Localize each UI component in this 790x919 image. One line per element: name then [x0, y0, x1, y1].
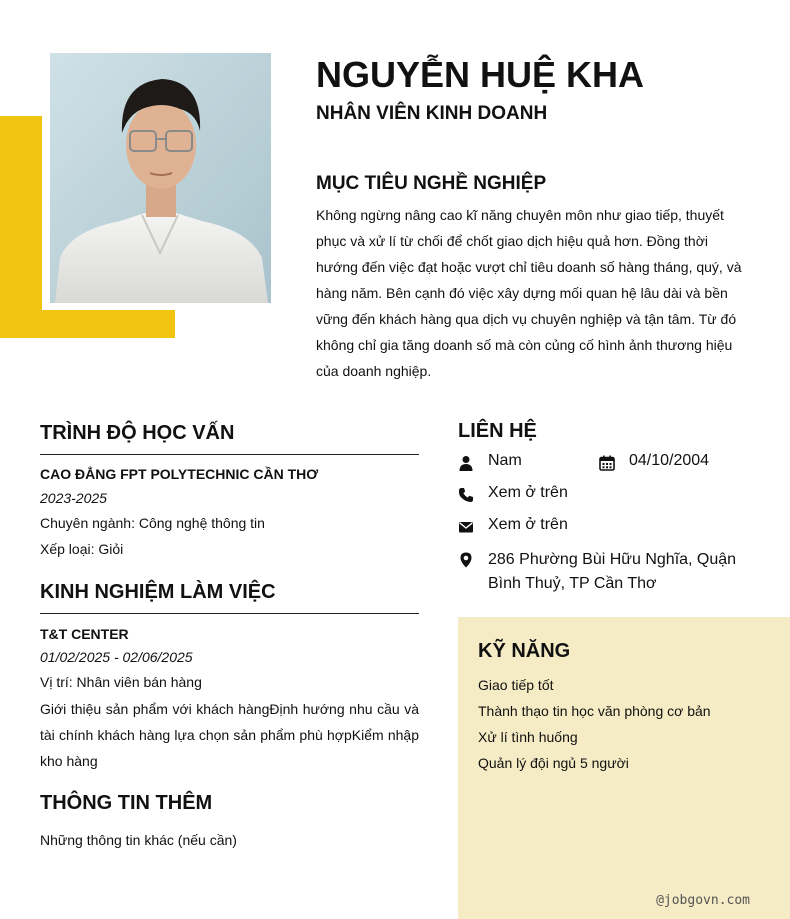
objective-text: Không ngừng nâng cao kĩ năng chuyên môn như giao tiếp, thuyết phục và xử lí từ chối để chốt giao dịch hiệu quả hơn. Đồng thời hướng đến việc đạt hoặc vượt chỉ tiêu doanh số hàng tháng, quý, và hàng năm. Bên cạnh đó việc xây dựng mối quan hệ lâu dài và bền vững đến khách hàng qua dịch vụ chuyên nghiệp và tận tâm. Từ đó không chỉ gia tăng doanh số mà còn củng cố hình ảnh thương hiệu của doanh nghiệp. [316, 207, 742, 379]
watermark: @jobgovn.com [656, 893, 750, 908]
experience-company: T&T CENTER [40, 626, 129, 642]
contact-heading: LIÊN HỆ [458, 420, 537, 442]
experience-heading: KINH NGHIỆM LÀM VIỆC [40, 581, 276, 603]
accent-bar-vertical [0, 116, 42, 338]
skill-item: Quản lý đội ngủ 5 người [478, 755, 629, 771]
additional-text: Những thông tin khác (nếu cần) [40, 832, 237, 848]
email-value: Xem ở trên [488, 516, 568, 533]
objective-heading: MỤC TIÊU NGHỀ NGHIỆP [316, 173, 547, 194]
birthday-value: 04/10/2004 [629, 452, 710, 469]
contact-address [458, 548, 758, 596]
skill-item: Thành thạo tin học văn phòng cơ bản [478, 703, 711, 719]
job-title: NHÂN VIÊN KINH DOANH [316, 103, 548, 124]
experience-period: 01/02/2025 - 02/06/2025 [40, 649, 193, 665]
experience-position: Vị trí: Nhân viên bán hàng [40, 674, 202, 690]
education-divider [40, 454, 419, 455]
location-pin-icon [458, 552, 474, 568]
education-grade: Xếp loại: Giỏi [40, 541, 124, 557]
profile-photo [50, 53, 271, 303]
accent-bar-horizontal [0, 310, 175, 338]
skills-heading: KỸ NĂNG [478, 640, 571, 662]
gender-value: Nam [488, 452, 522, 469]
calendar-icon [599, 455, 615, 471]
address-value: 286 Phường Bùi Hữu Nghĩa, Quận Bình Thuỷ, TP Cần Thơ [488, 551, 737, 592]
additional-heading: THÔNG TIN THÊM [40, 792, 213, 814]
education-years: 2023-2025 [40, 490, 107, 506]
skills-panel [458, 617, 790, 919]
experience-description: Giới thiệu sản phẩm với khách hàngĐịnh hướng nhu cầu và tài chính khách hàng lựa chọn sản phẩm phù hợpKiểm nhập kho hàng [40, 701, 419, 769]
contact-birthday [599, 452, 709, 471]
contact-email [458, 516, 568, 535]
skill-item: Xử lí tình huống [478, 729, 578, 745]
phone-value: Xem ở trên [488, 484, 568, 501]
experience-divider [40, 613, 419, 614]
contact-phone [458, 484, 568, 503]
candidate-name: NGUYỄN HUỆ KHA [316, 54, 645, 95]
education-school: CAO ĐẲNG FPT POLYTECHNIC CẦN THƠ [40, 466, 319, 482]
phone-icon [458, 487, 474, 503]
skill-item: Giao tiếp tốt [478, 677, 554, 693]
education-heading: TRÌNH ĐỘ HỌC VẤN [40, 422, 235, 444]
mail-icon [458, 519, 474, 535]
person-icon [458, 455, 474, 471]
education-major: Chuyên ngành: Công nghệ thông tin [40, 515, 265, 531]
contact-gender [458, 452, 522, 471]
